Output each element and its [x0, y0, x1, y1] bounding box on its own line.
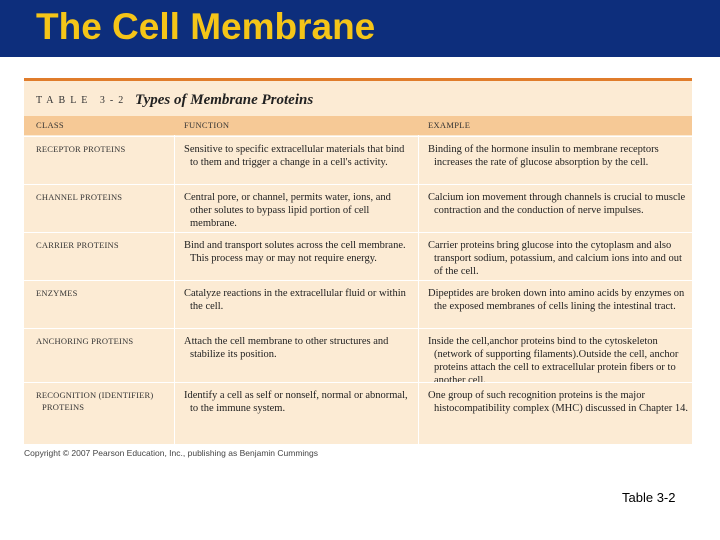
- row-class: CARRIER PROTEINS: [36, 240, 119, 250]
- table-row: [24, 232, 692, 279]
- row-class: ANCHORING PROTEINS: [36, 336, 134, 346]
- row-function: Bind and transport solutes across the cell membrane. This process may or may not require energy.: [184, 240, 406, 264]
- row-class: RECOGNITION (IDENTIFIER) PROTEINS: [36, 390, 154, 412]
- row-class: CHANNEL PROTEINS: [36, 192, 123, 202]
- table-row: [24, 280, 692, 327]
- row-example: Inside the cell,anchor proteins bind to the cytoskeleton (network of supporting filaments).Outside the cell, anchor proteins attach the cell to extracellular protein fibers or to another cell.: [428, 336, 679, 386]
- row-example: One group of such recognition proteins is the major histocompatibility complex (MHC) discussed in Chapter 14.: [428, 390, 688, 414]
- table-caption: [24, 81, 692, 117]
- title-bar: [0, 0, 720, 57]
- header-class: CLASS: [36, 120, 64, 130]
- row-function: Identify a cell as self or nonself, normal or abnormal, to the immune system.: [184, 390, 408, 414]
- table-reference-label: Table 3-2: [622, 490, 676, 505]
- row-class: ENZYMES: [36, 288, 78, 298]
- table-row: [24, 328, 692, 386]
- table-row: [24, 136, 692, 183]
- row-example: Calcium ion movement through channels is crucial to muscle contraction and the conduction of nerve impulses.: [428, 192, 686, 216]
- header-function: FUNCTION: [184, 120, 230, 130]
- table-number: TABLE 3-2: [36, 95, 129, 106]
- row-function: Catalyze reactions in the extracellular fluid or within the cell.: [184, 288, 406, 312]
- header-example: EXAMPLE: [428, 120, 471, 130]
- table-title: Types of Membrane Proteins: [135, 92, 314, 108]
- row-function: Sensitive to specific extracellular materials that bind to them and trigger a change in a cell's activity.: [184, 144, 405, 168]
- row-function: Attach the cell membrane to other structures and stabilize its position.: [184, 336, 389, 360]
- copyright-notice: Copyright © 2007 Pearson Education, Inc., publishing as Benjamin Cummings: [24, 448, 319, 458]
- row-example: Dipeptides are broken down into amino acids by enzymes on the exposed membranes of cells lining the intestinal tract.: [428, 288, 685, 312]
- row-example: Carrier proteins bring glucose into the cytoplasm and also transport sodium, potassium, and calcium ions into and out of the cell.: [428, 240, 682, 277]
- slide-title: The Cell Membrane: [36, 6, 376, 47]
- row-example: Binding of the hormone insulin to membrane receptors increases the rate of glucose absorption by the cell.: [428, 144, 659, 168]
- row-class: RECEPTOR PROTEINS: [36, 144, 126, 154]
- table-header-row: [24, 116, 692, 135]
- table-row: [24, 382, 692, 444]
- table-row: [24, 184, 692, 231]
- membrane-proteins-table: [24, 78, 692, 444]
- row-function: Central pore, or channel, permits water, ions, and other solutes to bypass lipid portion of cell membrane.: [184, 192, 391, 229]
